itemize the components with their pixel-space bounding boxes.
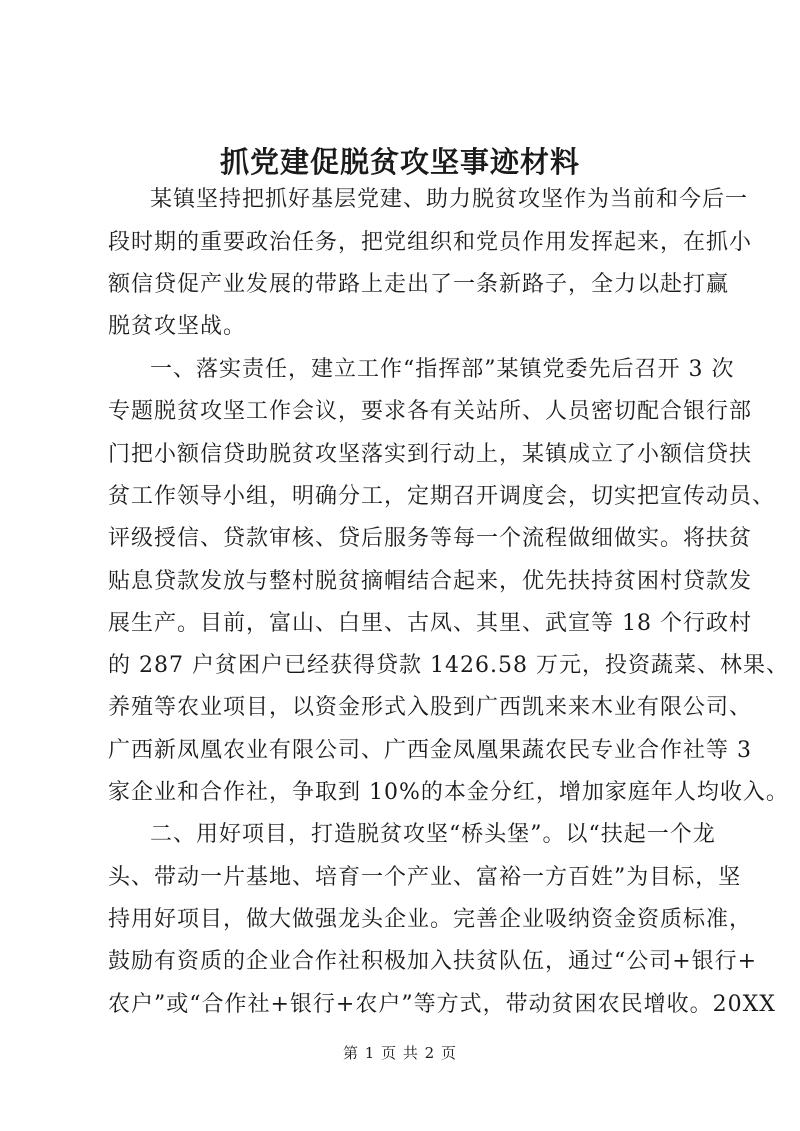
paragraph-line: 贫工作领导小组，明确分工，定期召开调度会，切实把宣传动员、: [108, 484, 776, 509]
paragraph-line: 额信贷促产业发展的带路上走出了一条新路子，全力以赴打赢: [108, 272, 730, 297]
paragraph-line: 贴息贷款发放与整村脱贫摘帽结合起来，优先扶持贫困村贷款发: [108, 569, 753, 594]
paragraph-line: 评级授信、贷款审核、贷后服务等每一个流程做细做实。将扶贫: [108, 526, 753, 551]
paragraph-line: 脱贫攻坚战。: [108, 314, 247, 339]
paragraph-line: 门把小额信贷助脱贫攻坚落实到行动上，某镇成立了小额信贷扶: [108, 442, 753, 467]
paragraph-line: 二、用好项目，打造脱贫攻坚“桥头堡”。以“扶起一个龙: [150, 822, 716, 847]
paragraph-line: 一、落实责任，建立工作“指挥部”某镇党委先后召开 3 次: [150, 357, 735, 382]
paragraph-line: 农户”或“合作社+银行+农户”等方式，带动贫困农民增收。20XX: [108, 992, 776, 1017]
paragraph-line: 鼓励有资质的企业合作社积极加入扶贫队伍，通过“公司+银行+: [108, 949, 758, 974]
paragraph-line: 广西新凤凰农业有限公司、广西金凤凰果蔬农民专业合作社等 3: [108, 738, 752, 763]
paragraph-line: 头、带动一片基地、培育一个产业、富裕一方百姓”为目标，坚: [108, 865, 742, 890]
document-title: 抓党建促脱贫攻坚事迹材料: [219, 145, 580, 179]
page-footer: 第 1 页 共 2 页: [343, 1044, 457, 1062]
paragraph-line: 养殖等农业项目，以资金形式入股到广西凯来来木业有限公司、: [108, 695, 753, 720]
paragraph-line: 的 287 户贫困户已经获得贷款 1426.58 万元，投资蔬菜、林果、: [108, 653, 789, 678]
paragraph-line: 段时期的重要政治任务，把党组织和党员作用发挥起来，在抓小: [108, 230, 753, 255]
paragraph-line: 家企业和合作社，争取到 10%的本金分红，增加家庭年人均收入。: [108, 780, 789, 805]
paragraph-line: 展生产。目前，富山、白里、古凤、其里、武宣等 18 个行政村: [108, 611, 752, 636]
paragraph-line: 持用好项目，做大做强龙头企业。完善企业吸纳资金资质标准，: [108, 907, 753, 932]
paragraph-line: 专题脱贫攻坚工作会议，要求各有关站所、人员密切配合银行部: [108, 399, 753, 424]
paragraph-line: 某镇坚持把抓好基层党建、助力脱贫攻坚作为当前和今后一: [150, 187, 749, 212]
